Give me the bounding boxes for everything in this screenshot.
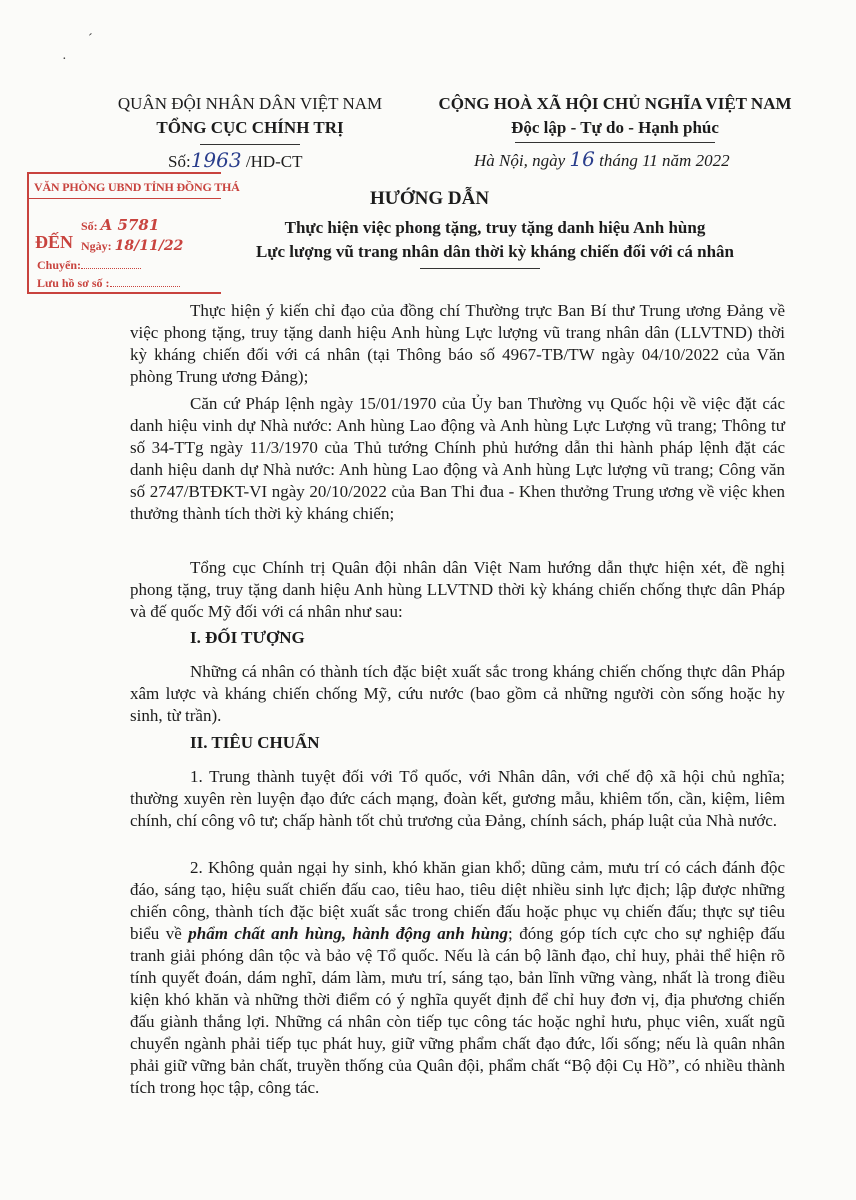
date-day-handwritten: 16 [569,147,595,171]
stamp-ngay-value: 18/11/22 [114,238,184,254]
paragraph-2-text: Căn cứ Pháp lệnh ngày 15/01/1970 của Ủy ban Thường vụ Quốc hội về việc đặt các danh hiệu vinh dự Nhà nước: Anh hùng Lao động và Anh hùng Lực Lượng vũ trang; Thông tư số 34-TTg ngày 11/3/1970 của Thủ tướng Chính phủ hướng dẫn thi hành pháp lệnh đặt các danh hiệu danh dự Nhà nước: Anh hùng Lao động và Anh hùng Lực lượng vũ trang; Công văn số 2747/BTĐKT-VI ngày 20/10/2022 của Ban Thi đua - Khen thưởng Trung ương về việc khen thưởng thành tích thời kỳ kháng chiến; [130,394,785,523]
paragraph-6-text [130,857,785,1099]
date-line [474,147,730,171]
paragraph-6 [130,857,785,1099]
stamp-luu-row [37,276,180,291]
motto-underline [515,140,715,143]
stamp-dots [81,268,141,269]
stamp-ngay-row [81,238,183,254]
stamp-so-label: Số: [81,219,98,233]
subtitle-line2: Lực lượng vũ trang nhân dân thời kỳ kháng chiến đối với cá nhân [255,242,735,261]
nation-line1: CỘNG HOÀ XÃ HỘI CHỦ NGHĨA VIỆT NAM [438,94,792,113]
stamp-office: VĂN PHÒNG UBND TỈNH ĐỒNG THÁ [34,180,240,194]
title-underline [420,268,540,269]
doc-no-handwritten: 1963 [190,148,242,172]
stamp-chuyen-label: Chuyển: [37,258,82,272]
incoming-stamp [27,172,240,294]
doc-no-label: Số: [168,152,191,171]
document-subtitle [215,216,775,264]
paragraph-6-part-a: 2. Không quản ngại hy sinh, khó khăn gian khổ; dũng cảm, mưu trí có cách đánh độc đáo, sáng tạo, hiệu suất chiến đấu cao, tiêu hao, tiêu diệt nhiều sinh lực địch; lập được những chiến công, thành tích đặc biệt xuất sắc trong chiến đấu hoặc phục vụ chiến đấu; thực sự tiêu biểu về [130,858,785,943]
paragraph-4 [130,661,785,727]
scan-mark: ˊ [88,32,93,47]
paragraph-1-text: Thực hiện ý kiến chỉ đạo của đồng chí Thường trực Ban Bí thư Trung ương Đảng về việc phong tặng, truy tặng danh hiệu Anh hùng Lực lượng vũ trang nhân dân (LLVTND) thời kỳ kháng chiến đối với cá nhân (tại Thông báo số 4967-TB/TW ngày 04/10/2022 của Văn phòng Trung ương Đảng); [130,301,785,386]
issuer-line2 [100,116,400,140]
paragraph-1 [130,300,785,388]
date-prefix: Hà Nội, ngày [474,151,566,170]
stamp-so-row [81,216,159,234]
issuer-line1: QUÂN ĐỘI NHÂN DÂN VIỆT NAM [117,94,383,113]
paragraph-4-text: Những cá nhân có thành tích đặc biệt xuất sắc trong kháng chiến chống thực dân Pháp xâm lược và kháng chiến chống Mỹ, cứu nước (bao gồm cả những người còn sống hoặc hy sinh, từ trần). [130,662,785,725]
date-suffix: tháng 11 năm 2022 [599,151,730,170]
nation-block [400,92,830,143]
issuer-block [100,92,400,145]
stamp-divider [29,198,221,199]
doc-no-suffix: /HD-CT [245,152,303,171]
stamp-ngay-label: Ngày: [81,239,112,253]
paragraph-5 [130,766,785,832]
stamp-so-value: A 5781 [100,216,160,234]
paragraph-3-text: Tổng cục Chính trị Quân đội nhân dân Việt Nam hướng dẫn thực hiện xét, đề nghị phong tặng, truy tặng danh hiệu Anh hùng LLVTND thời kỳ kháng chiến chống thực dân Pháp và đế quốc Mỹ đối với cá nhân như sau: [130,558,785,621]
paragraph-3 [130,557,785,623]
nation-motto: Độc lập - Tự do - Hạnh phúc [511,118,719,137]
section-heading-2: II. TIÊU CHUẨN [190,733,320,752]
stamp-chuyen-row [37,258,141,273]
stamp-den: ĐẾN [35,232,74,252]
document-number [168,148,303,172]
stamp-luu-label: Lưu hồ sơ số : [37,276,110,290]
stamp-dots [110,286,180,287]
paragraph-6-part-c: ; đóng góp tích cực cho sự nghiệp đấu tranh giải phóng dân tộc và bảo vệ Tổ quốc. Nếu là cán bộ lãnh đạo, chỉ huy, phải thể hiện rõ tính quyết đoán, dám nghĩ, dám làm, mưu trí, sáng tạo, bản lĩnh vững vàng, nhất là trong điều kiện khó khăn và những thời điểm có ý nghĩa quyết định để chỉ huy đơn vị, địa phương chiến đấu giành thắng lợi. Những cá nhân còn tiếp tục công tác hoặc nghỉ hưu, phục viên, xuất ngũ chuyển ngành phải tiếp tục phát huy, giữ vững phẩm chất đạo đức, lối sống; nếu là quân nhân phải giữ vững bản chất, truyền thống của Quân đội, phẩm chất “Bộ đội Cụ Hồ”, có nhiều thành tích trong học tập, công tác. [130,924,785,1097]
paragraph-5-text: 1. Trung thành tuyệt đối với Tổ quốc, với Nhân dân, với chế độ xã hội chủ nghĩa; thường xuyên rèn luyện đạo đức cách mạng, đoàn kết, gương mẫu, khiêm tốn, cần, kiệm, liêm chính, chí công vô tư; chấp hành tốt chủ trương của Đảng, chính sách, pháp luật của Nhà nước. [130,767,785,830]
paragraph-6-emphasis: phẩm chất anh hùng, hành động anh hùng [188,924,509,943]
subtitle-line1: Thực hiện việc phong tặng, truy tặng danh hiệu Anh hùng [284,218,706,237]
issuer-org: TỔNG CỤC CHÍNH TRỊ [156,118,344,137]
scan-mark: · [62,52,67,67]
document-title: HƯỚNG DẪN [370,188,490,209]
paragraph-2 [130,393,785,525]
section-heading-1: I. ĐỐI TƯỢNG [190,628,305,647]
